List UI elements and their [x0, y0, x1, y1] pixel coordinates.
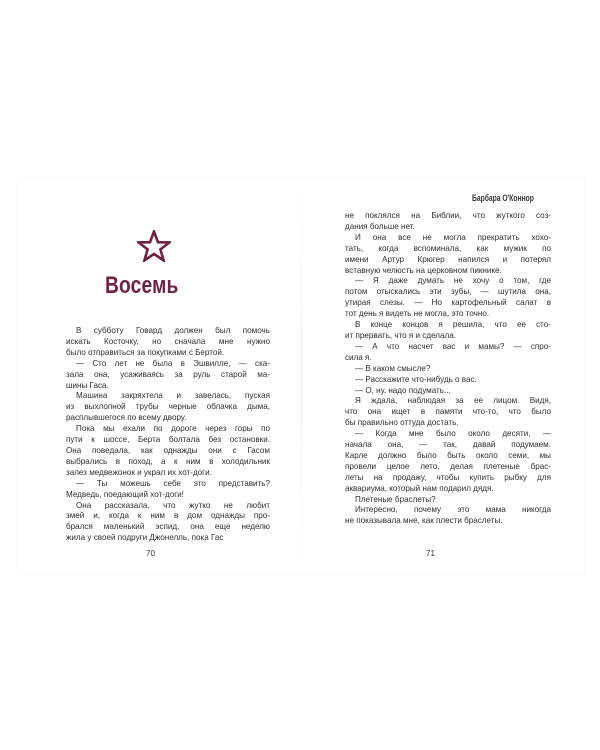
- star-outline-icon: [137, 230, 171, 262]
- right-page-text: [345, 211, 551, 527]
- page-number-left: 70: [146, 549, 155, 558]
- text-line: — Когда мне было около десяти, —: [355, 429, 551, 439]
- text-line: Медведь, поедающий хот-доги!: [66, 489, 184, 499]
- text-line: что она ищет в памяти что-то, что было: [345, 407, 551, 417]
- text-line: Карле должно было быть около семи, мы: [345, 450, 551, 460]
- text-line: Машина закряхтела и завелась, пуская: [76, 391, 270, 401]
- text-line: — Сто лет не была в Эшвилле, — ска-: [76, 358, 270, 368]
- text-line: выбрались в поход, а к ним в холодильник: [66, 456, 270, 466]
- text-line: искать Косточку, но сначала мне нужно: [66, 336, 270, 346]
- left-page-text: [66, 326, 270, 544]
- text-line: брался маленький эспид, она еще неделю: [66, 522, 270, 532]
- text-line: В конце концов я решила, что ее сто-: [355, 320, 551, 330]
- text-line: тот день я видеть не могла, это точно.: [345, 309, 490, 319]
- text-line: Она поведала, как однажды они с Гасом: [66, 445, 270, 455]
- text-line: утирая слезы. — Но картофельный салат в: [345, 298, 551, 308]
- text-line: не показывала мне, как плести браслеты.: [345, 516, 503, 526]
- chapter-title: Восемь: [105, 272, 179, 299]
- text-line: не поклялся на Библии, что жуткого соз-: [345, 211, 551, 220]
- text-line: жила у своей подруги Джонелль, пока Гас: [66, 533, 224, 543]
- text-line: Пока мы ехали по дороге через горы по: [76, 424, 270, 434]
- text-line: сила я.: [345, 352, 372, 362]
- text-line: — В каком смысле?: [355, 363, 431, 373]
- text-line: — А что насчет вас и мамы? — спро-: [355, 341, 551, 351]
- text-line: — Расскажите что-нибудь о вас.: [355, 374, 477, 384]
- text-line: тать, когда вспоминала, как мужик по: [345, 243, 551, 253]
- text-line: Плетеные браслеты?: [355, 494, 436, 504]
- text-line: леты на продажу, чтобы купить рыбку для: [345, 472, 551, 482]
- text-line: Интересно, почему это мама никогда: [355, 505, 551, 515]
- text-line: провели целое лето, делая плетеные брас-: [345, 461, 551, 471]
- page-number-right: 71: [426, 549, 435, 558]
- text-line: Она рассказала, что жутко не любит: [76, 500, 270, 510]
- text-line: ит прервать, что я и сделала.: [345, 330, 457, 340]
- text-line: имени Артур Крюгер напился и потерял: [345, 254, 551, 264]
- text-line: потом отыскались эти зубы, — шутила она,: [345, 287, 551, 297]
- text-line: было отправиться за покупками с Бертой.: [66, 347, 225, 357]
- text-line: аквариума, который нам подарил дядя.: [345, 483, 494, 493]
- text-line: Я ждала, наблюдая за ее лицом. Видя,: [355, 396, 551, 406]
- text-line: зала она, усаживаясь за руль старой ма-: [66, 369, 270, 379]
- text-line: из выхлопной трубы черные облачка дыма,: [66, 402, 270, 412]
- text-line: В субботу Говард должен был помочь: [76, 326, 270, 335]
- text-line: вставную челюсть на церковном пикнике.: [345, 265, 502, 275]
- text-line: змей и, когда к ним в дом однажды про-: [66, 511, 270, 521]
- text-line: И она все не могла прекратить хохо-: [355, 232, 551, 242]
- text-line: бы правильно оттуда достать.: [345, 418, 459, 428]
- text-line: — Я даже думать не хочу о том, где: [355, 276, 551, 286]
- text-line: шины Гаса.: [66, 380, 109, 390]
- text-line: расплывшегося по всему двору.: [66, 413, 187, 423]
- text-line: — Ты можешь себе это представить?: [76, 478, 270, 488]
- text-line: дания больше нет.: [345, 221, 415, 231]
- text-line: начала она, — так, давай подумаем.: [345, 440, 551, 450]
- text-line: — О, ну, надо подумать...: [355, 385, 451, 395]
- running-head-author: Барбара О'Коннор: [472, 193, 534, 203]
- text-line: залез медвежонок и украл их хот-доги.: [66, 467, 212, 477]
- text-line: пути к шоссе, Берта болтала без остановки.: [66, 435, 270, 445]
